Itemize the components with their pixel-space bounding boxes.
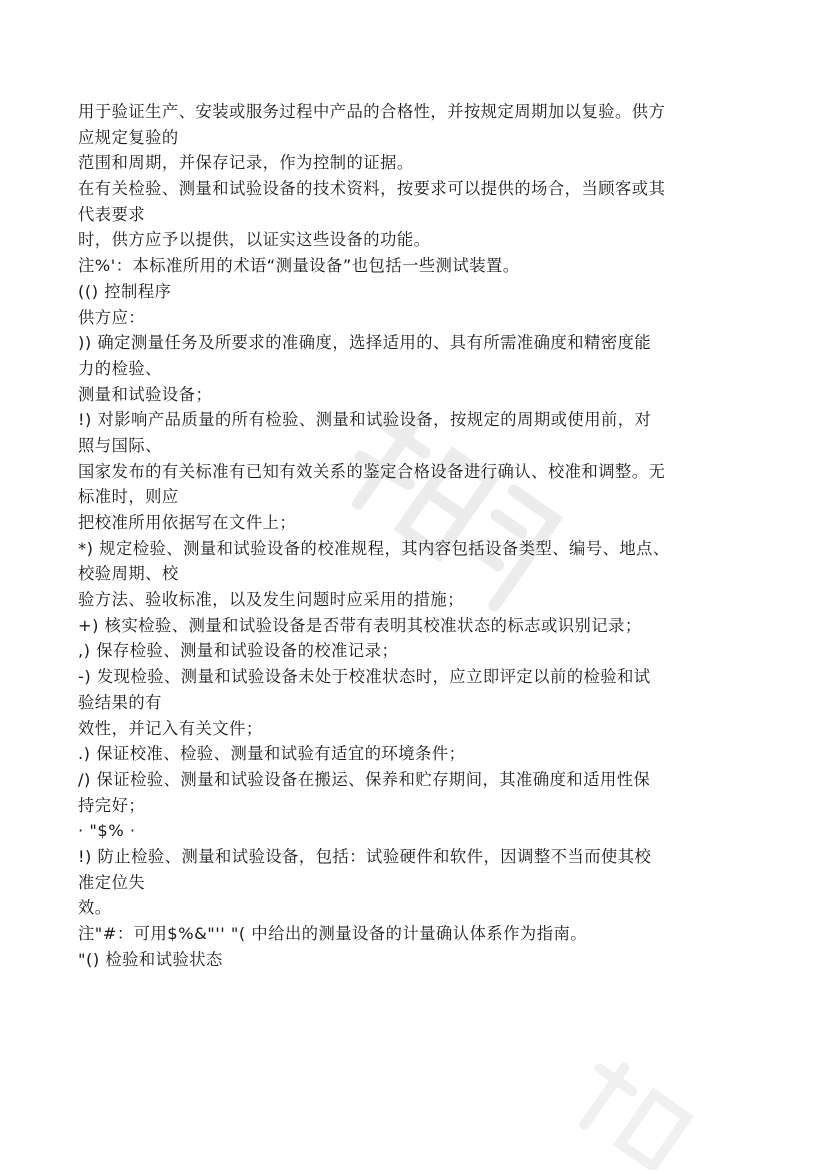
text-line: 把校准所用依据写在文件上； bbox=[78, 513, 297, 532]
text-line: 标准时，则应 bbox=[78, 487, 179, 507]
text-line: 代表要求 bbox=[78, 204, 146, 224]
text-line: · "$% · bbox=[78, 821, 136, 841]
text-line: !) 防止检验、测量和试验设备，包括：试验硬件和软件，因调整不当而使其校 bbox=[78, 846, 652, 866]
text-line: /) 保证检验、测量和试验设备在搬运、保养和贮存期间，其准确度和适用性保 bbox=[78, 769, 651, 789]
text-line: 应规定复验的 bbox=[78, 127, 179, 147]
text-line: 测量和试验设备； bbox=[78, 384, 213, 404]
text-line: )) 确定测量任务及所要求的准确度，选择适用的、具有所需准确度和精密度能 bbox=[78, 333, 652, 353]
text-line: 验结果的有 bbox=[78, 692, 162, 712]
text-line: 供方应： bbox=[78, 307, 146, 327]
text-line: 注%'：本标准所用的术语“测量设备”也包括一些测试装置。 bbox=[78, 256, 520, 276]
watermark-corner bbox=[560, 1060, 720, 1170]
text-line: 效性，并记入有关文件； bbox=[78, 718, 263, 738]
text-line: 用于验证生产、安装或服务过程中产品的合格性，并按规定周期加以复验。供方 bbox=[78, 102, 666, 121]
text-line: 国家发布的有关标准有已知有效关系的鉴定合格设备进行确认、校准和调整。无 bbox=[78, 461, 666, 481]
text-line: 力的检验、 bbox=[78, 358, 162, 378]
text-line: ,) 保存检验、测量和试验设备的校准记录； bbox=[78, 641, 399, 661]
text-line: (() 控制程序 bbox=[78, 281, 172, 301]
text-line: "() 检验和试验状态 bbox=[78, 949, 223, 969]
watermark-corner-icon bbox=[560, 1060, 720, 1170]
text-line: 效。 bbox=[78, 898, 112, 918]
text-line: 时，供方应予以提供，以证实这些设备的功能。 bbox=[78, 230, 431, 250]
text-line: !) 对影响产品质量的所有检验、测量和试验设备，按规定的周期或使用前，对 bbox=[78, 410, 652, 430]
text-line: 在有关检验、测量和试验设备的技术资料，按要求可以提供的场合，当顾客或其 bbox=[78, 179, 666, 199]
text-line: 注"#：可用$%&"'' "( 中给出的测量设备的计量确认体系作为指南。 bbox=[78, 924, 588, 943]
text-line: 准定位失 bbox=[78, 872, 146, 892]
text-line: 验方法、验收标准，以及发生问题时应采用的措施； bbox=[78, 590, 464, 610]
text-line: +) 核实检验、测量和试验设备是否带有表明其校准状态的标志或识别记录； bbox=[78, 615, 642, 635]
text-line: 持完好； bbox=[78, 795, 146, 815]
text-line: -) 发现检验、测量和试验设备未处于校准状态时，应立即评定以前的检验和试 bbox=[78, 667, 651, 687]
document-body bbox=[78, 99, 758, 972]
text-line: .) 保证校准、检验、测量和试验有适宜的环境条件； bbox=[78, 744, 466, 764]
text-line: 校验周期、校 bbox=[78, 564, 179, 584]
text-line: 照与国际、 bbox=[78, 435, 162, 455]
text-line: *) 规定检验、测量和试验设备的校准规程，其内容包括设备类型、编号、地点、 bbox=[78, 538, 670, 558]
text-line: 范围和周期，并保存记录，作为控制的证据。 bbox=[78, 153, 414, 173]
